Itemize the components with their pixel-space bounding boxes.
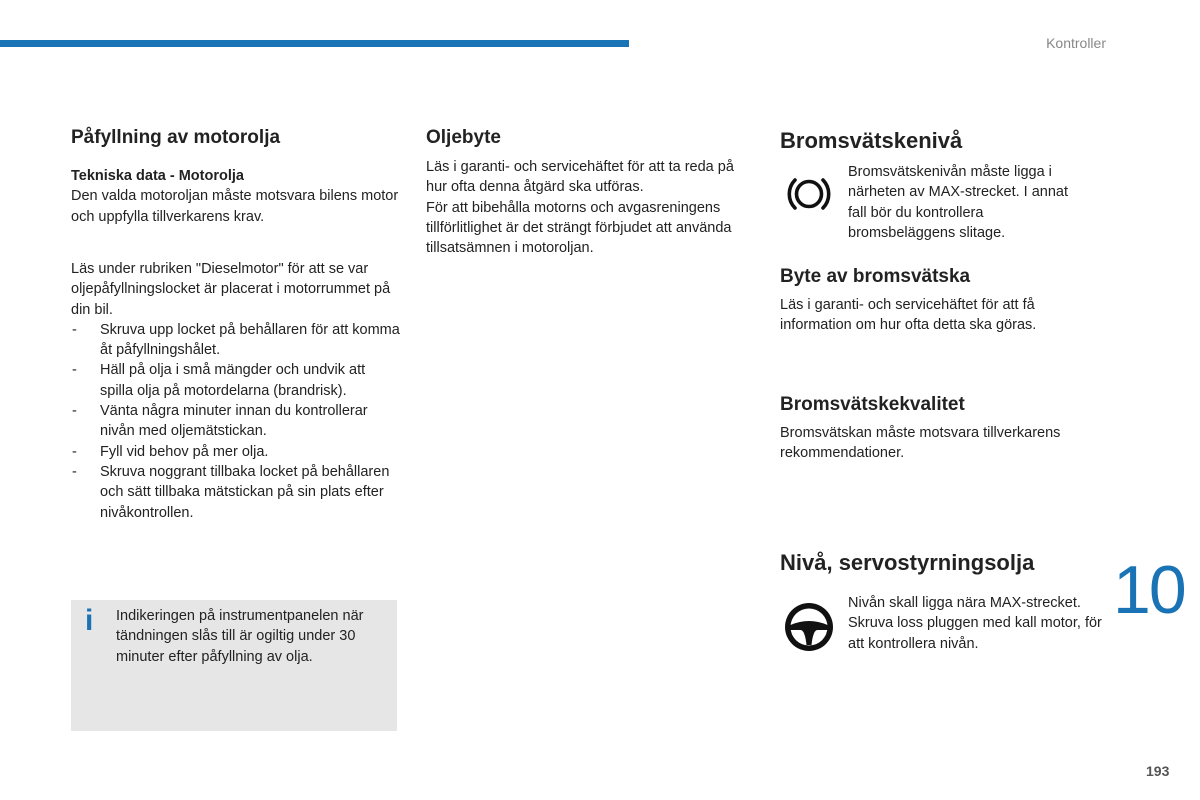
heading-oil-refill: Påfyllning av motorolja	[71, 127, 281, 148]
info-box	[71, 600, 397, 731]
tech-data-text: Den valda motoroljan måste motsvara bilens motor och uppfylla tillverkarens krav.	[71, 188, 399, 225]
steering-wheel-icon	[783, 601, 835, 653]
list-item: - Häll på olja i små mängder och undvik att spilla olja på motordelarna (brandrisk).	[71, 360, 401, 401]
heading-brake-fluid-change: Byte av bromsvätska	[780, 266, 971, 287]
brake-change-text: Läs i garanti- och servicehäftet för att få information om hur ofta detta ska göras.	[780, 297, 1037, 334]
list-item: - Fyll vid behov på mer olja.	[71, 442, 401, 462]
oil-change-text	[426, 157, 746, 258]
oil-refill-intro: Läs under rubriken "Dieselmotor" för att se var oljepåfyllningslocket är placerat i motorrummet på din bil.	[71, 261, 391, 318]
tech-data-block	[71, 166, 401, 227]
list-item: - Vänta några minuter innan du kontrollerar nivån med oljemätstickan.	[71, 401, 401, 442]
oil-refill-instructions	[71, 259, 401, 523]
heading-brake-fluid-quality: Bromsvätskekvalitet	[780, 394, 965, 415]
tech-data-title: Tekniska data - Motorolja	[71, 168, 244, 184]
page-number: 193	[1146, 763, 1170, 779]
heading-oil-change: Oljebyte	[426, 127, 501, 148]
list-item: - Skruva upp locket på behållaren för att komma åt påfyllningshålet.	[71, 320, 401, 361]
info-icon: i	[85, 604, 94, 637]
oil-refill-steps	[71, 320, 401, 523]
steering-text: Nivån skall ligga nära MAX-strecket. Skruva loss pluggen med kall motor, för att kontrollera nivån.	[848, 595, 1102, 652]
brake-level-text: Bromsvätskenivån måste ligga i närheten av MAX-strecket. I annat fall bör du kontrollera bromsbeläggens slitage.	[848, 164, 1069, 241]
heading-brake-fluid-level: Bromsvätskenivå	[780, 128, 963, 153]
header-accent-bar	[0, 40, 629, 47]
oil-change-p1: Läs i garanti- och servicehäftet för att ta reda på hur ofta denna åtgärd ska utföras.	[426, 159, 734, 196]
chapter-number: 10	[1113, 552, 1185, 628]
list-item: - Skruva noggrant tillbaka locket på behållaren och sätt tillbaka mätstickan på sin plats efter nivåkontrollen.	[71, 462, 401, 523]
brake-quality-text: Bromsvätskan måste motsvara tillverkarens rekommendationer.	[780, 425, 1061, 462]
info-text: Indikeringen på instrumentpanelen när tändningen slås till är ogiltig under 30 minuter efter påfyllning av olja.	[116, 608, 364, 665]
heading-power-steering-fluid: Nivå, servostyrningsolja	[780, 550, 1035, 575]
brake-warning-icon	[783, 172, 835, 216]
section-label: Kontroller	[1046, 35, 1106, 51]
oil-change-p2: För att bibehålla motorns och avgasreningens tillförlitlighet är det strängt förbjudet att använda tillsatsämnen i motoroljan.	[426, 199, 732, 257]
